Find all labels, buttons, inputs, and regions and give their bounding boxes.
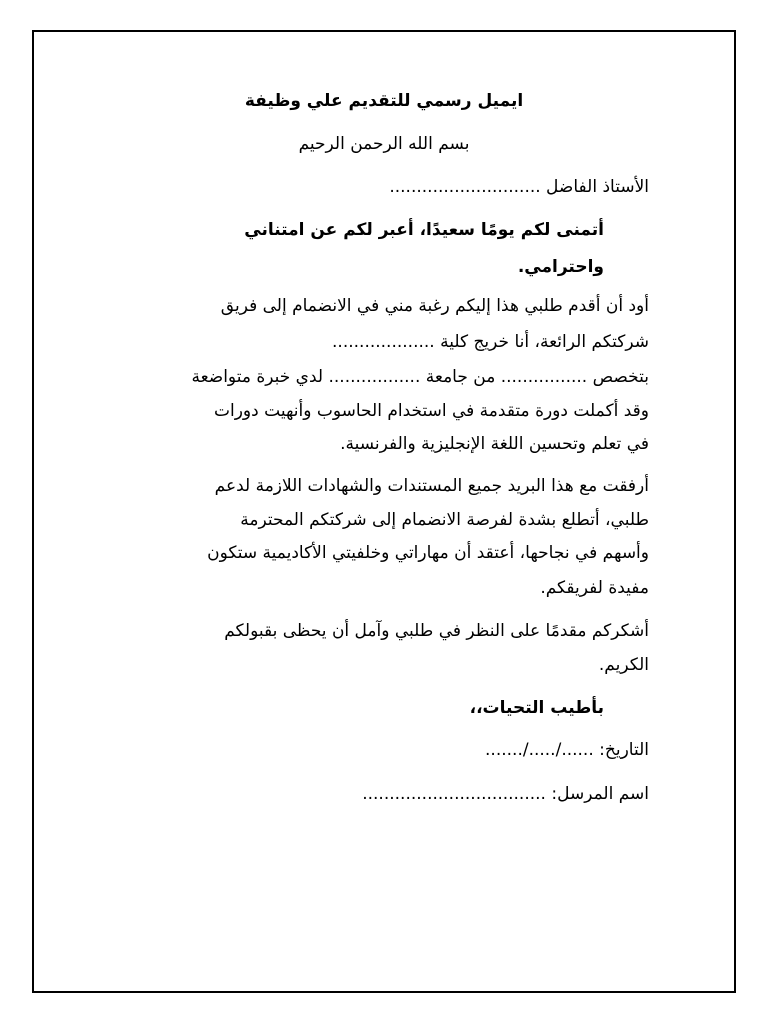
paragraph-1-line-5: في تعلم وتحسين اللغة الإنجليزية والفرنسية. [340, 434, 649, 454]
greeting-line-1: أتمنى لكم يومًا سعيدًا، أعبر لكم عن امتناني [244, 220, 604, 240]
basmala: بسم الله الرحمن الرحيم [298, 134, 470, 154]
paragraph-1-line-3: بتخصص ................ من جامعة ................. لدي خبرة متواضعة [191, 367, 649, 387]
paragraph-2-line-3: وأسهم في نجاحها، أعتقد أن مهاراتي وخلفيتي الأكاديمية ستكون [207, 543, 649, 563]
paragraph-1-line-4: وقد أكملت دورة متقدمة في استخدام الحاسوب وأنهيت دورات [214, 401, 649, 421]
paragraph-1-line-2: شركتكم الرائعة، أنا خريج كلية ................... [332, 332, 649, 352]
salutation: الأستاذ الفاضل ............................ [389, 177, 649, 197]
greeting-line-2: واحترامي. [517, 257, 604, 277]
paragraph-2-line-2: طلبي، أتطلع بشدة لفرصة الانضمام إلى شركتكم المحترمة [240, 510, 649, 530]
date-line: التاريخ: ....../...../....... [485, 740, 649, 760]
paragraph-3-line-1: أشكركم مقدمًا على النظر في طلبي وآمل أن يحظى بقبولكم [224, 621, 649, 641]
paragraph-2-line-4: مفيدة لفريقكم. [540, 578, 649, 598]
sender-line: اسم المرسل: .................................. [362, 784, 649, 804]
document-page [32, 30, 736, 993]
closing: بأطيب التحيات،، [469, 698, 604, 718]
document-title: ايميل رسمي للتقديم علي وظيفة [244, 91, 524, 111]
paragraph-3-line-2: الكريم. [598, 655, 649, 675]
paragraph-2-line-1: أرفقت مع هذا البريد جميع المستندات والشهادات اللازمة لدعم [214, 476, 649, 496]
paragraph-1-line-1: أود أن أقدم طلبي هذا إليكم رغبة مني في الانضمام إلى فريق [220, 296, 649, 316]
